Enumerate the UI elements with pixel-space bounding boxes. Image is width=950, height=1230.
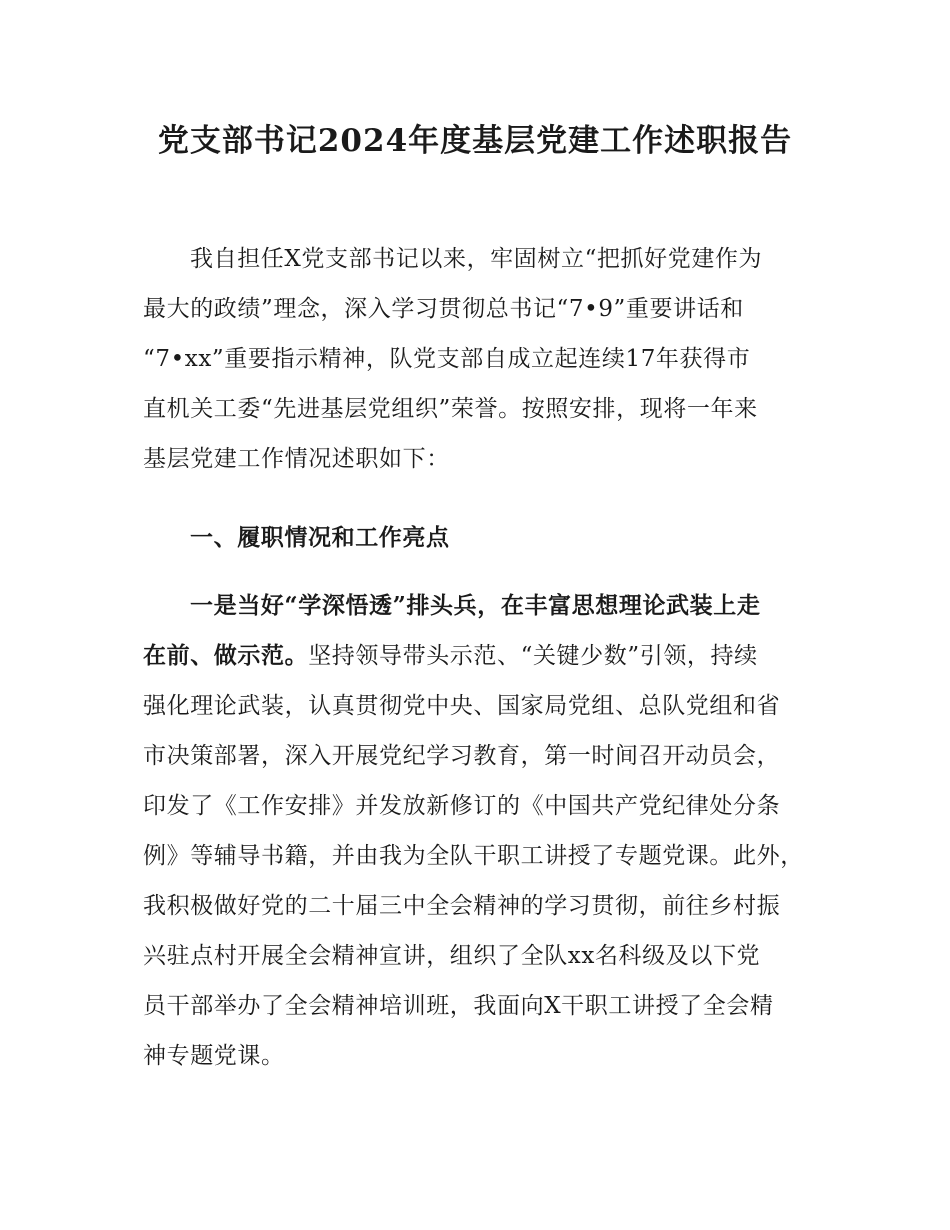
- intro-line: 直机关工委“先进基层党组织”荣誉。按照安排，现将一年来: [143, 396, 758, 422]
- intro-paragraph: [143, 234, 833, 484]
- intro-line: 最大的政绩”理念，深入学习贯彻总书记“7•9”重要讲话和: [143, 296, 744, 322]
- section1-lead-bold: 在前、做示范。: [143, 642, 309, 669]
- intro-line: 我自担任X党支部书记以来，牢固树立“把抓好党建作为: [190, 246, 763, 272]
- section-heading: 一、履职情况和工作亮点: [190, 524, 450, 551]
- section1-line: 员干部举办了全会精神培训班，我面向X干职工讲授了全会精: [143, 993, 774, 1019]
- intro-line: “7•xx”重要指示精神，队党支部自成立起连续17年获得市: [143, 346, 751, 372]
- section1-line: 市决策部署，深入开展党纪学习教育，第一时间召开动员会，: [143, 743, 781, 769]
- intro-line: 基层党建工作情况述职如下：: [143, 446, 450, 472]
- section1-line: 印发了《工作安排》并发放新修订的《中国共产党纪律处分条: [143, 793, 781, 819]
- section1-line: 例》等辅导书籍，并由我为全队干职工讲授了专题党课。此外，: [143, 843, 804, 869]
- section1-line: 我积极做好党的二十届三中全会精神的学习贯彻，前往乡村振: [143, 893, 781, 919]
- section1-line: 强化理论武装，认真贯彻党中央、国家局党组、总队党组和省: [143, 693, 781, 719]
- section1-lead-rest: 坚持领导带头示范、“关键少数”引领，持续: [308, 643, 758, 669]
- section1-lead-line: 一是当好“学深悟透”排头兵，在丰富思想理论武装上走: [190, 592, 761, 619]
- section1-line: 兴驻点村开展全会精神宣讲，组织了全队xx名科级及以下党: [143, 943, 761, 969]
- section1-line: 神专题党课。: [143, 1043, 285, 1069]
- document-title: 党支部书记2024年度基层党建工作述职报告: [157, 123, 793, 159]
- section1-paragraph: [143, 581, 833, 1081]
- section1-line-mixed: [143, 631, 833, 681]
